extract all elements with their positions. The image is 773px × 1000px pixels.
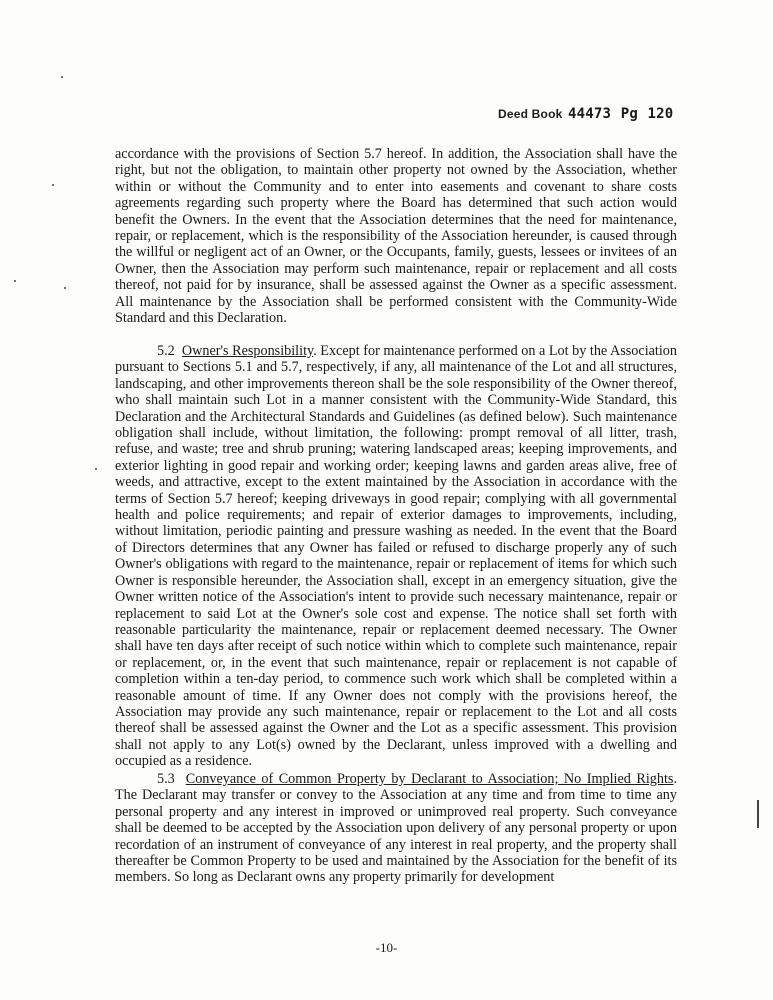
section-body: . Except for maintenance performed on a Lot by the Association pursuant to Sections 5.1 and 5.7, respectively, if any, all maintenance of the Lot and all structures, landscaping, and other improvements thereon shall be the sole responsibility of the Owner thereof, who shall maintain such Lot in a manner consistent with the Community-Wide Standard, this Declaration and the Architectural Standards and Guidelines (as defined below). Such maintenance obligation shall include, without limitation, the following: prompt removal of all litter, trash, refuse, and waste; tree and shrub pruning; watering landscaped areas; keeping improvements, and exterior lighting in good repair and working order; keeping lawns and garden areas alive, free of weeds, and attractive, except to the extent maintained by the Association in accordance with the terms of Section 5.7 hereof; keeping driveways in good repair; complying with all governmental health and police requirements; and repair of exterior damages to improvements, including, without limitation, periodic painting and pressure washing as needed. In the event that the Board of Directors determines that any Owner has failed or refused to discharge properly any of such Owner's obligations with regard to the maintenance, repair or replacement of items for which such Owner is responsible hereunder, the Association shall, except in an emergency situation, give the Owner written notice of the Association's intent to provide such necessary maintenance, repair or replacement to said Lot at the Owner's sole cost and expense. The notice shall set forth with reasonable particularity the maintenance, repair or replacement deemed necessary. The Owner shall have ten days after receipt of such notice within which to complete such maintenance, repair or replacement, or, in the event that such maintenance, repair or replacement is not capable of completion within a ten-day period, to commence such work which shall be completed within a reasonable amount of time. If any Owner does not comply with the provisions hereof, the Association may provide any such maintenance, repair or replacement to the Lot and all costs thereof shall be assessed against the Owner and the Lot as a specific assessment. This provision shall not apply to any Lot(s) owned by the Declarant, unless improved with a dwelling and occupied as a residence. [115, 343, 677, 770]
section-5-2-paragraph [115, 343, 677, 770]
page-number-footer: -10- [375, 940, 398, 955]
scan-speck [14, 280, 16, 282]
paragraph-continuation [115, 146, 677, 326]
deed-page-label: Pg [620, 106, 638, 122]
scan-speck [757, 800, 759, 828]
scan-speck [95, 468, 97, 470]
paragraph-text: accordance with the provisions of Section 5.7 hereof. In addition, the Association shall have the right, but not the obligation, to maintain other property not owned by the Association, whether within or without the Community and to enter into easements and covenant to share costs agreements regarding such property where the Board has determined that such action would benefit the Owners. In the event that the Association determines that the need for maintenance, repair, or replacement, which is the responsibility of the Association hereunder, is caused through the willful or negligent act of an Owner, or the Occupants, family, guests, lessees or invitees of an Owner, then the Association may perform such maintenance, repair or replacement and all costs thereof, not paid for by insurance, shall be assessed against the Owner as a specific assessment. All maintenance by the Association shall be performed consistent with the Community-Wide Standard and this Declaration. [115, 146, 677, 327]
section-number: 5.3 [157, 771, 175, 787]
section-body: . The Declarant may transfer or convey to the Association at any time and from time to time any personal property and any interest in improved or unimproved real property. Such conveyance shall be deemed to be accepted by the Association upon delivery of any personal property or upon recordation of an instrument of conveyance of any interest in real property, and the property shall thereafter be Common Property to be used and maintained by the Association for the benefit of its members. So long as Declarant owns any property primarily for development [115, 771, 677, 886]
scan-speck [52, 184, 54, 186]
section-heading: Owner's Responsibility [181, 343, 314, 359]
scan-speck [61, 76, 63, 78]
deed-page-number: 120 [647, 106, 674, 122]
section-5-3-paragraph [115, 771, 677, 886]
section-number: 5.2 [157, 343, 175, 359]
section-heading: Conveyance of Common Property by Declarant to Association; No Implied Rights [185, 771, 674, 787]
section-5-3 [115, 771, 677, 886]
deed-book-number: 44473 [568, 106, 612, 122]
deed-book-label: Deed Book [498, 107, 563, 121]
scan-speck [64, 287, 66, 289]
section-5-2 [115, 343, 677, 770]
deed-book-header [498, 106, 673, 122]
